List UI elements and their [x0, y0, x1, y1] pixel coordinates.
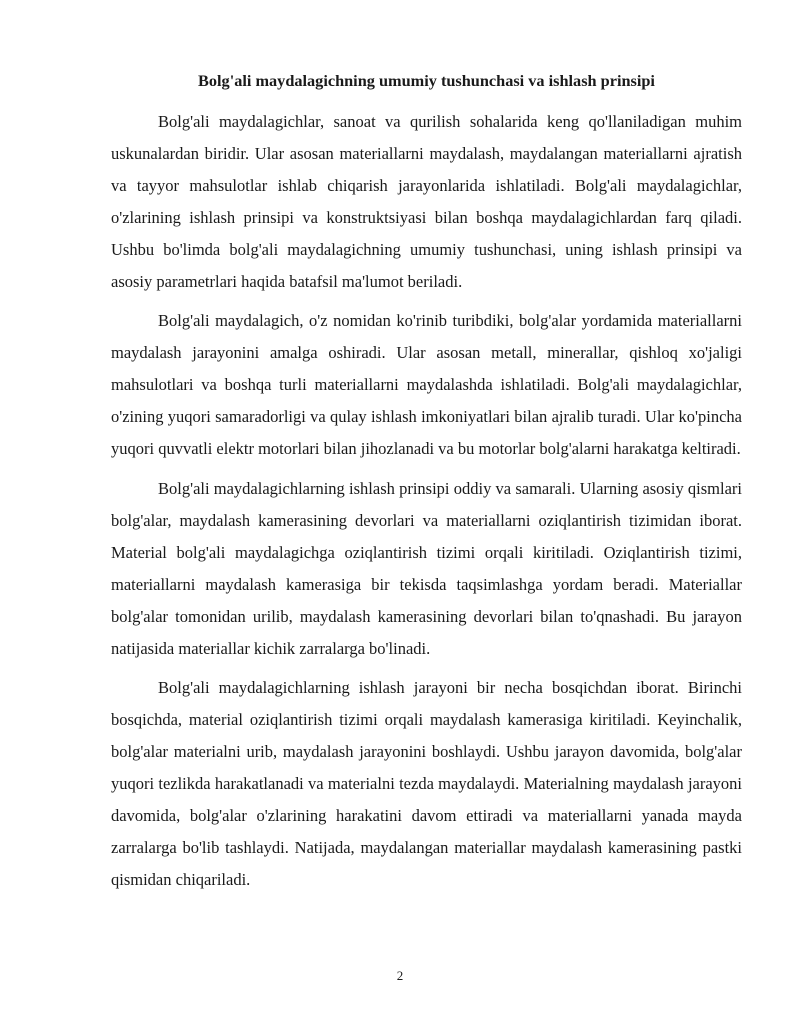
- paragraph-2: Bolg'ali maydalagich, o'z nomidan ko'rinib turibdiki, bolg'alar yordamida materiallarni maydalash jarayonini amalga oshiradi. Ular asosan metall, minerallar, qishloq xo'jaligi mahsulotlari va boshqa turli materiallarni maydalashda ishlatiladi. Bolg'ali maydalagichlar, o'zining yuqori samaradorligi va qulay ishlash imkoniyatlari bilan ajralib turadi. Ular ko'pincha yuqori quvvatli elektr motorlari bilan jihozlanadi va bu motorlar bolg'alarni harakatga keltiradi.: [111, 311, 742, 459]
- paragraph-3: Bolg'ali maydalagichlarning ishlash prinsipi oddiy va samarali. Ularning asosiy qismlari bolg'alar, maydalash kamerasining devorlari va materiallarni oziqlantirish tizimidan iborat. Material bolg'ali maydalagichga oziqlantirish tizimi orqali kiritiladi. Oziqlantirish tizimi, materiallarni maydalash kamerasiga bir tekisda taqsimlashga yordam beradi. Materiallar bolg'alar tomonidan urilib, maydalash kamerasining devorlari bilan to'qnashadi. Bu jarayon natijasida materiallar kichik zarralarga bo'linadi.: [111, 478, 742, 658]
- page-number: 2: [396, 968, 404, 983]
- paragraph-1: Bolg'ali maydalagichlar, sanoat va qurilish sohalarida keng qo'llaniladigan muhim uskunalardan biridir. Ular asosan materiallarni maydalash, maydalangan materiallarni ajratish va tayyor mahsulotlar ishlab chiqarish jarayonlarida ishlatiladi. Bolg'ali maydalagichlar, o'zlarining ishlash prinsipi va konstruktsiyasi bilan boshqa maydalagichlardan farq qiladi. Ushbu bo'limda bolg'ali maydalagichning umumiy tushunchasi, uning ishlash prinsipi va asosiy parametrlari haqida batafsil ma'lumot beriladi.: [111, 112, 742, 291]
- paragraph-4: Bolg'ali maydalagichlarning ishlash jarayoni bir necha bosqichdan iborat. Birinchi bosqichda, material oziqlantirish tizimi orqali maydalash kamerasiga kiritiladi. Keyinchalik, bolg'alar materialni urib, maydalash jarayonini boshlaydi. Ushbu jarayon davomida, bolg'alar yuqori tezlikda harakatlanadi va materialni tezda maydalaydi. Materialning maydalash jarayoni davomida, bolg'alar o'zlarining harakatini davom ettiradi va materiallarni yanada mayda zarralarga bo'lib tashlaydi. Natijada, maydalangan materiallar maydalash kamerasining pastki qismidan chiqariladi.: [111, 678, 742, 889]
- document-page: [111, 70, 742, 904]
- document-title: Bolg'ali maydalagichning umumiy tushunchasi va ishlash prinsipi: [198, 71, 655, 90]
